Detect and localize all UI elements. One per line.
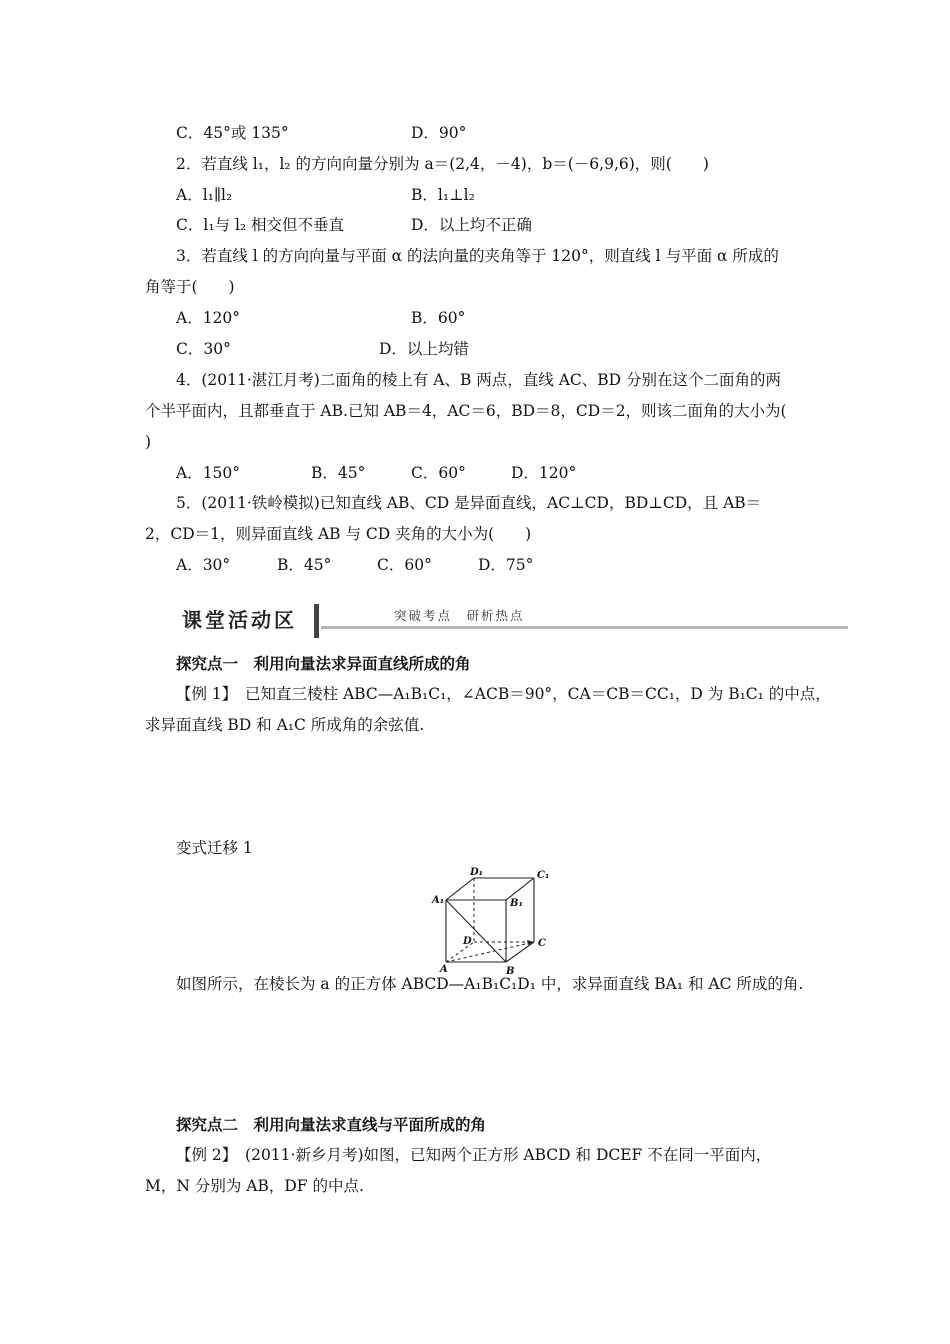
edge-bc: [506, 942, 534, 962]
cube-figure: [428, 866, 558, 978]
edge-a1d1: [446, 878, 474, 900]
edge-b1c1: [506, 878, 534, 900]
q4-stem-line1: 4．(2011·湛江月考)二面角的棱上有 A、B 两点，直线 AC、BD 分别在这个二面角的两: [176, 371, 781, 389]
q2-option-b: B．l₁⊥l₂: [411, 186, 475, 204]
q4-stem-line3: ): [145, 433, 152, 451]
label-d1: D₁: [470, 867, 484, 878]
section-banner: [176, 604, 848, 638]
q5-stem-line2: 2，CD＝1，则异面直线 AB 与 CD 夹角的大小为( ): [145, 525, 532, 543]
label-b: B: [506, 966, 515, 977]
variant1-text: 如图所示，在棱长为 a 的正方体 ABCD—A₁B₁C₁D₁ 中，求异面直线 BA₁ 和 AC 所成的角.: [176, 975, 804, 993]
q4-option-a: A．150°: [176, 464, 241, 482]
q2-option-d: D．以上均不正确: [411, 216, 532, 234]
q2-stem: 2．若直线 l₁，l₂ 的方向向量分别为 a＝(2,4，－4)，b＝(－6,9,6)，则( ): [176, 155, 709, 173]
section-title: 课堂活动区: [182, 608, 297, 632]
q4-option-b: B．45°: [311, 464, 366, 482]
q1-option-c: C．45°或 135°: [176, 124, 289, 142]
label-c: C: [538, 938, 546, 949]
segment-ba1: [446, 900, 506, 962]
q4-stem-line2: 个半平面内，且都垂直于 AB.已知 AB＝4，AC＝6，BD＝8，CD＝2，则该二面角的大小为(: [145, 402, 787, 420]
q3-option-b: B．60°: [411, 309, 466, 327]
example1-line1: 【例 1】 已知直三棱柱 ABC—A₁B₁C₁，∠ACB＝90°，CA＝CB＝CC₁，D 为 B₁C₁ 的中点，: [176, 685, 831, 703]
section-divider-rule: [321, 626, 848, 629]
section-divider-tick: [314, 604, 319, 638]
variant1-heading: 变式迁移 1: [176, 839, 253, 857]
q3-option-d: D．以上均错: [379, 340, 469, 358]
q3-option-c: C．30°: [176, 340, 231, 358]
q2-option-a: A．l₁∥l₂: [176, 186, 233, 204]
q5-option-c: C．60°: [377, 556, 432, 574]
example2-line1: 【例 2】 (2011·新乡月考)如图，已知两个正方形 ABCD 和 DCEF 不在同一平面内，: [176, 1146, 772, 1164]
label-a: A: [440, 964, 448, 975]
q5-option-d: D．75°: [478, 556, 534, 574]
q5-stem-line1: 5．(2011·铁岭模拟)已知直线 AB、CD 是异面直线，AC⊥CD，BD⊥CD，且 AB＝: [176, 494, 762, 512]
label-c1: C₁: [537, 870, 550, 881]
label-a1: A₁: [432, 895, 445, 906]
topic1-heading: 探究点一 利用向量法求异面直线所成的角: [176, 654, 471, 673]
example1-line2: 求异面直线 BD 和 A₁C 所成角的余弦值.: [145, 716, 425, 734]
section-subtitle: 突破考点 研析热点: [394, 608, 525, 623]
q5-option-b: B．45°: [277, 556, 332, 574]
q3-stem-line1: 3．若直线 l 的方向向量与平面 α 的法向量的夹角等于 120°，则直线 l 与平面 α 所成的: [176, 247, 779, 265]
example2-line2: M，N 分别为 AB，DF 的中点.: [145, 1177, 364, 1195]
label-d: D: [463, 936, 472, 947]
topic2-heading: 探究点二 利用向量法求直线与平面所成的角: [176, 1115, 487, 1134]
q4-option-d: D．120°: [511, 464, 577, 482]
q5-option-a: A．30°: [176, 556, 231, 574]
q2-option-c: C．l₁与 l₂ 相交但不垂直: [176, 216, 345, 234]
label-b1: B₁: [510, 898, 523, 909]
q3-stem-line2: 角等于( ): [145, 278, 235, 296]
q4-option-c: C．60°: [411, 464, 466, 482]
q3-option-a: A．120°: [176, 309, 241, 327]
q1-option-d: D．90°: [411, 124, 467, 142]
